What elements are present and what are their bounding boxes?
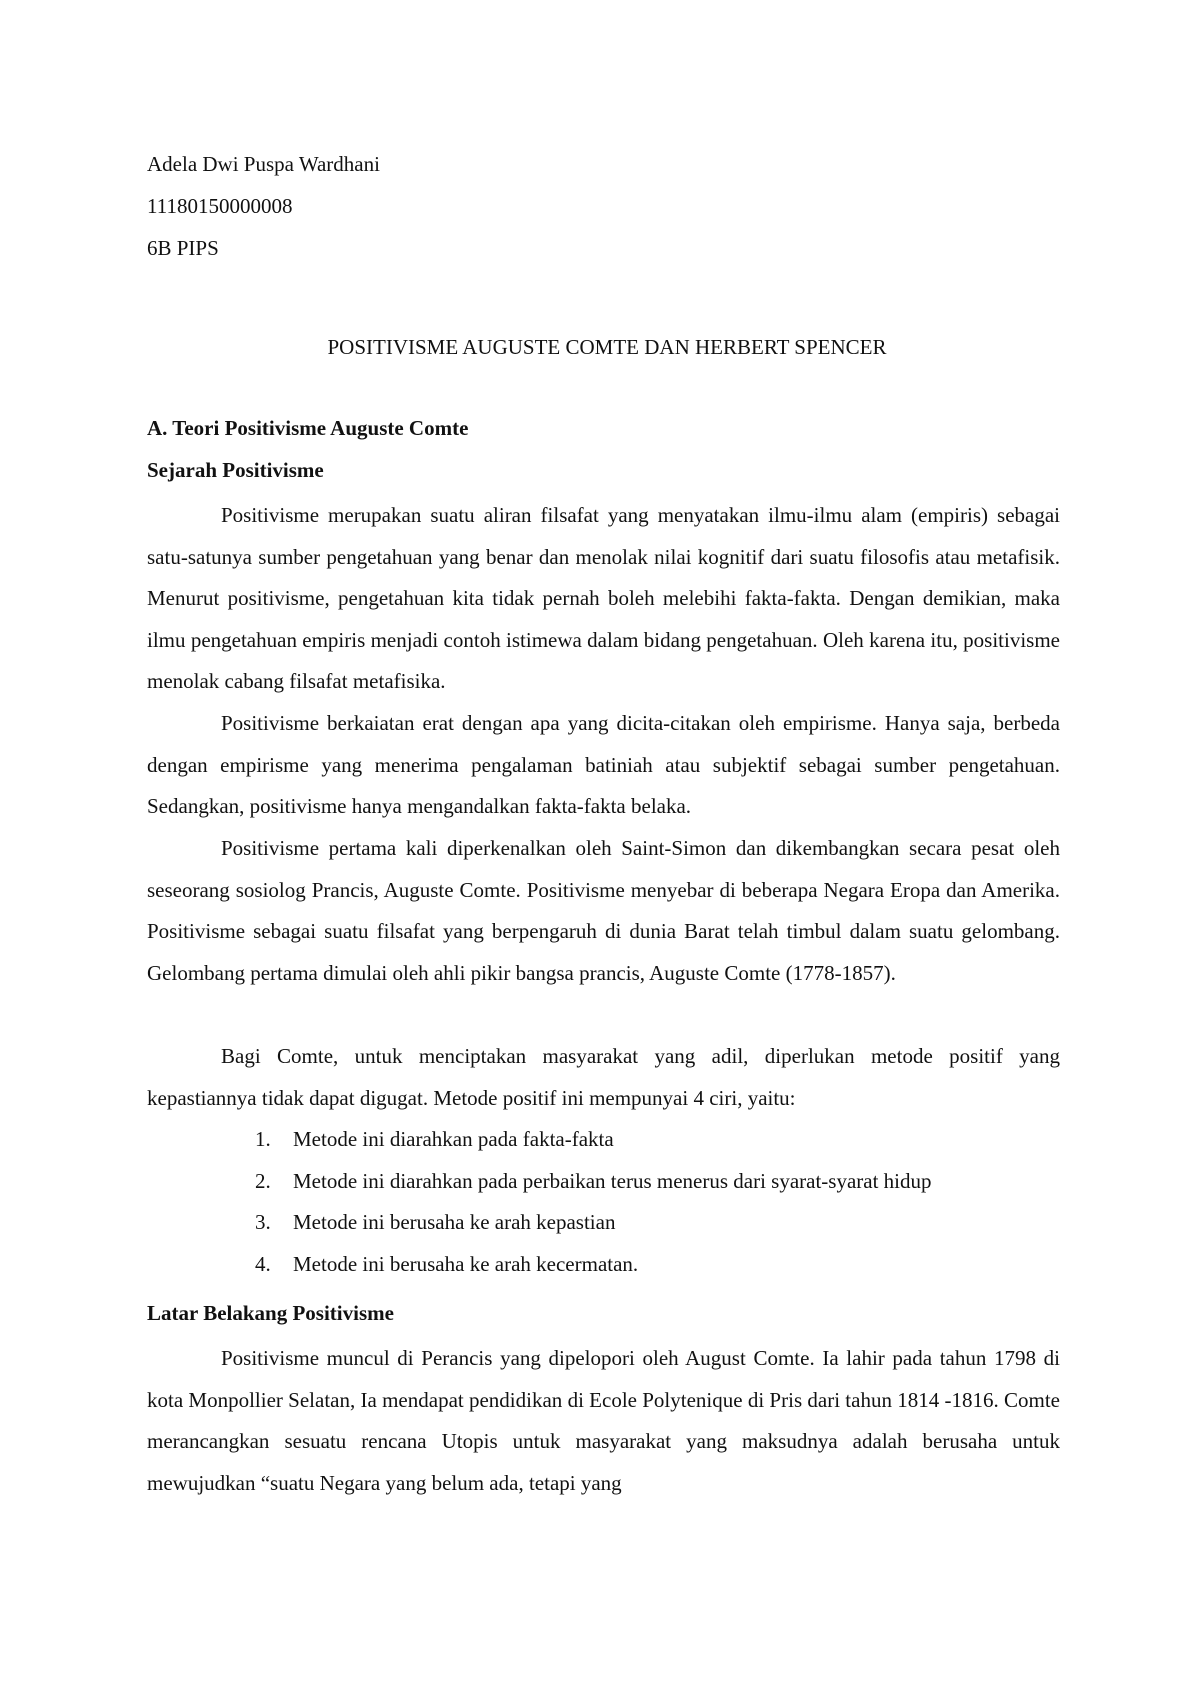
list-item [255, 1202, 932, 1244]
list-number: 1. [255, 1127, 271, 1151]
student-id: 11180150000008 [147, 194, 293, 218]
section-heading: A. Teori Positivisme Auguste Comte [147, 416, 469, 440]
list-number: 2. [255, 1168, 271, 1193]
paragraph: Positivisme merupakan suatu aliran filsafat yang menyatakan ilmu-ilmu alam (empiris) sebagai satu-satunya sumber pengetahuan yang benar dan menolak nilai kognitif dari suatu filosofis atau metafisik. Menurut positivisme, pengetahuan kita tidak pernah boleh melebihi fakta-fakta. Dengan demikian, maka ilmu pengetahuan empiris menjadi contoh istimewa dalam bidang pengetahuan. Oleh karena itu, positivisme menolak cabang filsafat metafisika. [147, 503, 1060, 694]
list-text: Metode ini berusaha ke arah kepastian [293, 1210, 616, 1235]
paragraph: Positivisme pertama kali diperkenalkan oleh Saint-Simon dan dikembangkan secara pesat oleh seseorang sosiolog Prancis, Auguste Comte. Positivisme menyebar di beberapa Negara Eropa dan Amerika. Positivisme sebagai suatu filsafat yang berpengaruh di dunia Barat telah timbul dalam suatu gelombang. Gelombang pertama dimulai oleh ahli pikir bangsa prancis, Auguste Comte (1778-1857). [147, 836, 1060, 985]
list-item [255, 1119, 932, 1161]
method-list [255, 1119, 932, 1285]
paragraph: Bagi Comte, untuk menciptakan masyarakat yang adil, diperlukan metode positif yang kepastiannya tidak dapat digugat. Metode positif ini mempunyai 4 ciri, yaitu: [147, 1044, 1060, 1110]
author-name: Adela Dwi Puspa Wardhani [147, 152, 380, 176]
paragraph: Positivisme berkaiatan erat dengan apa yang dicita-citakan oleh empirisme. Hanya saja, berbeda dengan empirisme yang menerima pengalaman batiniah atau subjektif sebagai sumber pengetahuan. Sedangkan, positivisme hanya mengandalkan fakta-fakta belaka. [147, 711, 1060, 819]
class-label: 6B PIPS [147, 236, 219, 260]
paragraph: Positivisme muncul di Perancis yang dipelopori oleh August Comte. Ia lahir pada tahun 1798 di kota Monpollier Selatan, Ia mendapat pendidikan di Ecole Polytenique di Pris dari tahun 1814 -1816. Comte merancangkan sesuatu rencana Utopis untuk masyarakat yang maksudnya adalah berusaha untuk mewujudkan “suatu Negara yang belum ada, tetapi yang [147, 1346, 1060, 1495]
list-item [255, 1244, 932, 1286]
list-number: 4. [255, 1251, 271, 1276]
list-text: Metode ini berusaha ke arah kecermatan. [293, 1251, 639, 1276]
document-title: POSITIVISME AUGUSTE COMTE DAN HERBERT SPENCER [327, 335, 887, 359]
list-text: Metode ini diarahkan pada perbaikan terus menerus dari syarat-syarat hidup [293, 1168, 932, 1193]
subheading-sejarah: Sejarah Positivisme [147, 458, 324, 482]
list-text: Metode ini diarahkan pada fakta-fakta [293, 1127, 614, 1151]
list-number: 3. [255, 1210, 271, 1235]
subheading-latar: Latar Belakang Positivisme [147, 1301, 394, 1325]
list-item [255, 1161, 932, 1203]
